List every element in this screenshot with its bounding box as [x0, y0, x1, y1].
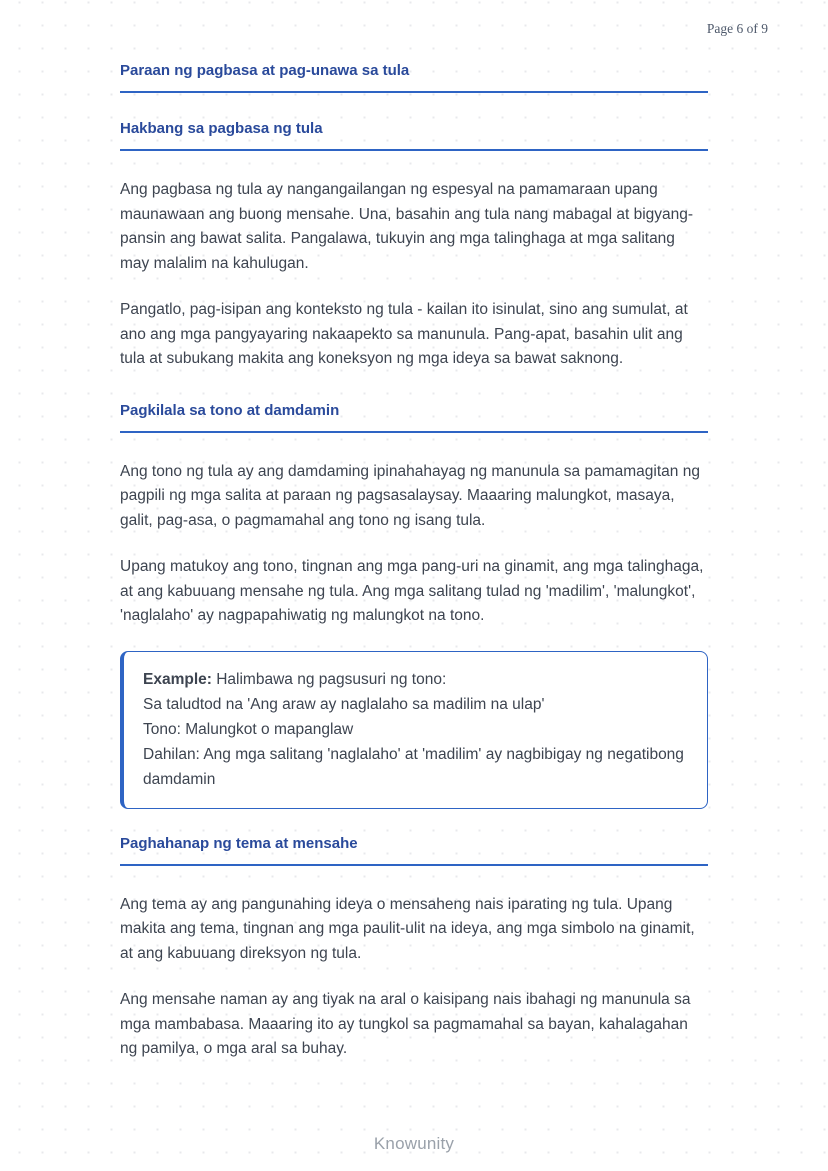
section-heading-paraan-ng-pagbasa: Paraan ng pagbasa at pag-unawa sa tula: [120, 62, 708, 93]
section-heading-hakbang-sa-pagbasa: Hakbang sa pagbasa ng tula: [120, 120, 708, 151]
example-label: Example:: [143, 670, 212, 688]
paragraph: Ang tema ay ang pangunahing ideya o mensaheng nais iparating ng tula. Upang makita ang tema, tingnan ang mga paulit-ulit na ideya, ang mga simbolo na ginamit, at ang kabuuang direksyon ng tula.: [120, 895, 695, 962]
example-line-text: Halimbawa ng pagsusuri ng tono:: [211, 670, 447, 688]
paragraph: Ang mensahe naman ay ang tiyak na aral o kaisipang nais ibahagi ng manunula sa mga mambabasa. Maaaring ito ay tungkol sa pagmamahal sa bayan, kahalagahan ng pamilya, o mga aral sa buhay.: [120, 991, 691, 1057]
paragraph: Upang matukoy ang tono, tingnan ang mga pang-uri na ginamit, ang mga talinghaga, at ang kabuuang mensahe ng tula. Ang mga salitang tulad ng 'madilim', 'malungkot', 'naglalaho' ay nagpapahiwatig ng malungkot na tono.: [120, 558, 704, 624]
document-content: [120, 62, 708, 1084]
example-box-line: Dahilan: Ang mga salitang 'naglalaho' at 'madilim' ay nagbibigay ng negatibong damdamin: [143, 745, 684, 788]
example-box-line: [143, 667, 687, 692]
paragraph: Ang tono ng tula ay ang damdaming ipinahahayag ng manunula sa pamamagitan ng pagpili ng mga salita at paraan ng pagsasalaysay. Maaaring malungkot, masaya, galit, pag-asa, o pagmamahal ang tono ng isang tula.: [120, 462, 700, 529]
section-heading-pagkilala-sa-tono: Pagkilala sa tono at damdamin: [120, 402, 708, 433]
footer-brand: Knowunity: [373, 1134, 455, 1153]
paragraph: Ang pagbasa ng tula ay nangangailangan ng espesyal na pamamaraan upang maunawaan ang buong mensahe. Una, basahin ang tula nang mabagal at bigyang-pansin ang bawat salita. Pangalawa, tukuyin ang mga talinghaga at mga salitang may malalim na kahulugan.: [120, 181, 694, 272]
section-heading-paghahanap-ng-tema: Paghahanap ng tema at mensahe: [120, 835, 708, 866]
page-indicator: Page 6 of 9: [706, 21, 768, 36]
example-box-line: Sa taludtod na 'Ang araw ay naglalaho sa madilim na ulap': [143, 695, 545, 713]
example-box-line: Tono: Malungkot o mapanglaw: [143, 720, 354, 738]
paragraph: Pangatlo, pag-isipan ang konteksto ng tula - kailan ito isinulat, sino ang sumulat, at ano ang mga pangyayaring nakaapekto sa manunula. Pang-apat, basahin ulit ang tula at subukang makita ang koneksyon ng mga ideya sa bawat saknong.: [120, 301, 688, 367]
example-box: [120, 651, 708, 809]
